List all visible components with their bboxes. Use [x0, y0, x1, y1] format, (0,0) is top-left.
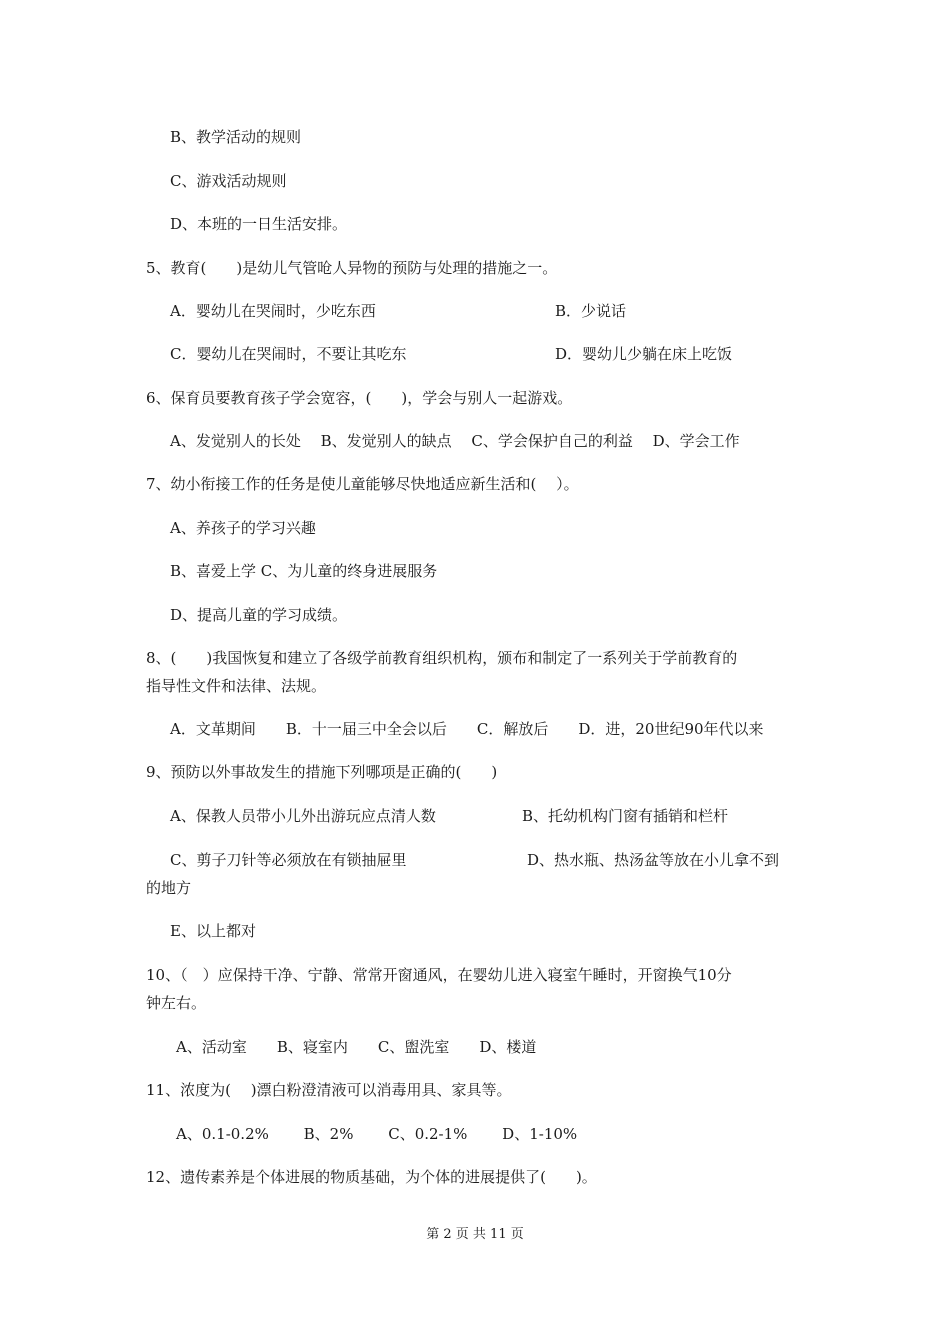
q5-option-c: C．婴幼儿在哭闹时，不要让其吃东 — [170, 345, 407, 363]
q5-option-b: B．少说话 — [555, 302, 627, 320]
question-6: 6、保育员要教育孩子学会宽容，( )，学会与别人一起游戏。 — [146, 389, 573, 407]
option-c: C、游戏活动规则 — [170, 172, 287, 190]
q5-option-d: D．婴幼儿少躺在床上吃饭 — [555, 345, 733, 363]
question-10-cont: 钟左右。 — [146, 994, 207, 1012]
question-9: 9、预防以外事故发生的措施下列哪项是正确的( ) — [146, 763, 498, 781]
option-d: D、本班的一日生活安排。 — [170, 215, 348, 233]
q11-options: A、0.1-0.2% B、2% C、0.2-1% D、1-10% — [176, 1125, 578, 1143]
q7-option-d: D、提高儿童的学习成绩。 — [170, 606, 348, 624]
question-8: 8、( )我国恢复和建立了各级学前教育组织机构，颁布和制定了一系列关于学前教育的 — [146, 649, 738, 667]
question-7: 7、幼小衔接工作的任务是使儿童能够尽快地适应新生活和( ）。 — [146, 475, 579, 493]
q8-options: A．文革期间 B．十一届三中全会以后 C．解放后 D．进，20世纪90年代以来 — [170, 720, 764, 738]
q9-option-c: C、剪子刀针等必须放在有锁抽屉里 — [170, 851, 407, 869]
q6-options: A、发觉别人的长处 B、发觉别人的缺点 C、学会保护自己的利益 D、学会工作 — [170, 432, 740, 450]
q9-option-e: E、以上都对 — [170, 922, 256, 940]
q9-option-d-cont: 的地方 — [146, 879, 192, 897]
page-footer: 第 2 页 共 11 页 — [426, 1227, 524, 1242]
question-5: 5、教育( )是幼儿气管呛人异物的预防与处理的措施之一。 — [146, 259, 558, 277]
option-b: B、教学活动的规则 — [170, 128, 302, 146]
q5-option-a: A．婴幼儿在哭闹时，少吃东西 — [170, 302, 376, 320]
question-11: 11、浓度为( )漂白粉澄清液可以消毒用具、家具等。 — [146, 1081, 512, 1099]
q7-option-bc: B、喜爱上学 C、为儿童的终身进展服务 — [170, 562, 438, 580]
q9-option-a: A、保教人员带小儿外出游玩应点清人数 — [170, 807, 436, 825]
q10-options: A、活动室 B、寝室内 C、盥洗室 D、楼道 — [176, 1038, 537, 1056]
question-10: 10、（ ）应保持干净、宁静、常常开窗通风，在婴幼儿进入寝室午睡时，开窗换气10分 — [146, 966, 732, 984]
question-12: 12、遗传素养是个体进展的物质基础，为个体的进展提供了( )。 — [146, 1168, 597, 1186]
q9-option-d: D、热水瓶、热汤盆等放在小儿拿不到 — [527, 851, 780, 869]
question-8-cont: 指导性文件和法律、法规。 — [146, 677, 327, 695]
q7-option-a: A、养孩子的学习兴趣 — [170, 519, 316, 537]
q9-option-b: B、托幼机构门窗有插销和栏杆 — [522, 807, 729, 825]
